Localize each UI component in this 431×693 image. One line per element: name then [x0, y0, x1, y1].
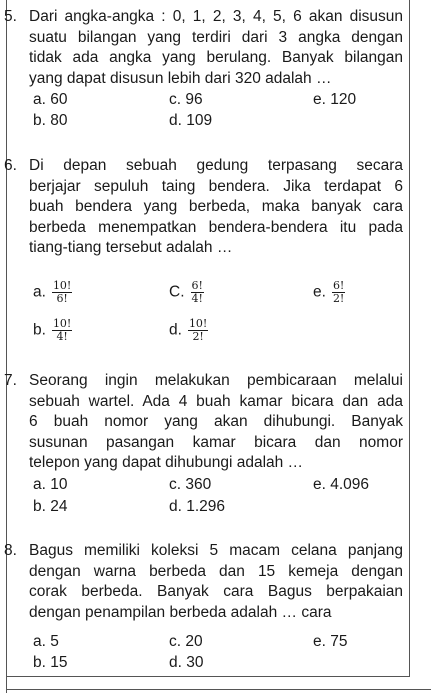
fraction: $\frac{10!}{6!}$ [52, 279, 72, 305]
question-line: Seorang ingin melakukan pembicaraan melalui [29, 372, 403, 389]
question-line: dengan penampilan berbeda adalah … cara [29, 603, 332, 621]
option-e: e. 75 [313, 633, 348, 650]
option-c: c. 96 [169, 91, 203, 108]
question-line: corak berbeda. Banyak cara Bagus berpakaian [29, 583, 403, 600]
option-c: C. $\frac{6!}{4!}$ [169, 279, 203, 305]
fraction: $\frac{6!}{4!}$ [191, 279, 203, 305]
question-text [29, 7, 403, 89]
right-border-line [409, 0, 410, 676]
bottom-border-line [6, 676, 410, 677]
question-line: tidak ada angka yang berulang. Banyak bilangan [29, 49, 403, 66]
question-text [29, 371, 403, 474]
question-line: sebuah wartel. Ada 4 buah kamar bicara dan ada [29, 392, 403, 410]
option-d: d. $\frac{10!}{2!}$ [169, 317, 208, 343]
question-number: 5. [4, 8, 17, 25]
option-a: a. 10 [33, 476, 68, 493]
option-b: b. $\frac{10!}{4!}$ [33, 317, 72, 343]
question-line: tiang-tiang tersebut adalah … [29, 239, 233, 256]
question-line: susunan pasangan kamar bicara dan nomor [29, 433, 403, 451]
question-line: dengan warna berbeda dan 15 kemeja dengan [29, 562, 403, 580]
question-line: 6 buah nomor yang akan dihubungi. Banyak [29, 413, 403, 430]
question-line: buah bendera yang berbeda, maka banyak cara [29, 198, 403, 215]
question-line: Dari angka-angka : 0, 1, 2, 3, 4, 5, 6 akan disusun [29, 8, 403, 25]
option-c: c. 360 [169, 476, 212, 493]
question-line: Di depan sebuah gedung terpasang secara [29, 157, 403, 174]
fraction: $\frac{10!}{4!}$ [52, 317, 72, 343]
question-line: berjajar sepuluh taing bendera. Jika terdapat 6 [29, 177, 403, 195]
question-number: 7. [4, 372, 17, 389]
option-d: d. 30 [169, 654, 204, 671]
question-text [29, 541, 403, 623]
option-a: a. $\frac{10!}{6!}$ [33, 279, 72, 305]
question-line: suatu bilangan yang terdiri dari 3 angka dengan [29, 28, 403, 46]
page-bottom-line [6, 689, 431, 690]
left-border-line [6, 0, 7, 693]
question-text [29, 156, 403, 259]
question-number: 6. [4, 157, 17, 174]
question-line: Bagus memiliki koleksi 5 macam celana panjang [29, 542, 403, 559]
fraction: $\frac{6!}{2!}$ [332, 279, 345, 305]
option-b: b. 24 [33, 498, 68, 515]
question-line: berbeda menempatkan bendera-bendera itu pada [29, 218, 403, 236]
option-a: a. 5 [33, 633, 59, 650]
option-e: e. $\frac{6!}{2!}$ [313, 279, 345, 305]
option-d: d. 1.296 [169, 498, 226, 515]
option-e: e. 120 [313, 91, 357, 108]
option-b: b. 80 [33, 112, 68, 129]
option-d: d. 109 [169, 112, 213, 129]
question-number: 8. [4, 542, 17, 559]
question-line: telepon yang dapat dihubungi adalah … [29, 454, 304, 471]
fraction: $\frac{10!}{2!}$ [188, 317, 208, 343]
option-e: e. 4.096 [313, 476, 370, 493]
option-a: a. 60 [33, 91, 68, 108]
option-b: b. 15 [33, 654, 68, 671]
question-line: yang dapat disusun lebih dari 320 adalah … [29, 69, 332, 87]
option-c: c. 20 [169, 633, 203, 650]
